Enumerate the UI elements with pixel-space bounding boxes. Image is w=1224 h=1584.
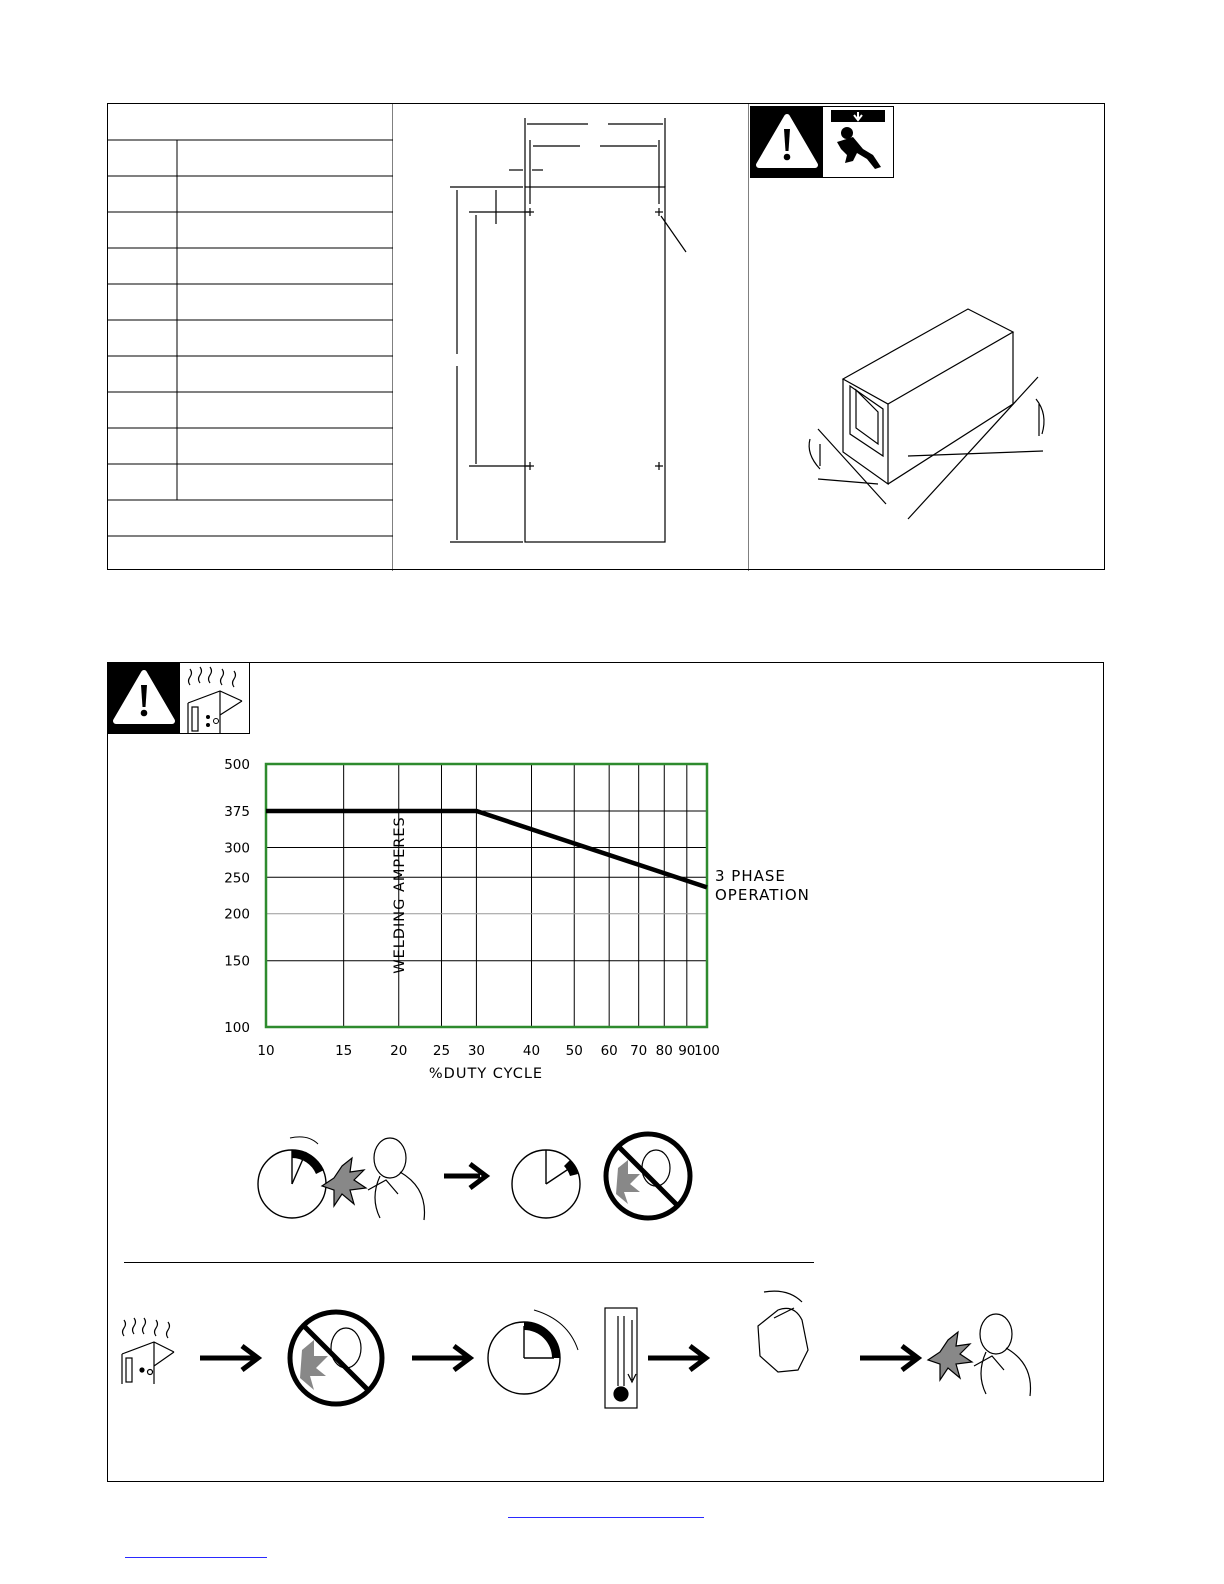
y-tick-label: 500 — [224, 757, 250, 773]
x-tick-label: 10 — [257, 1043, 275, 1059]
warning-header-falling — [750, 106, 894, 178]
duty-cycle-chart — [190, 750, 830, 1090]
reset-hand-icon — [758, 1291, 808, 1372]
clock-icon — [258, 1137, 328, 1218]
exclamation-warning-icon — [108, 663, 180, 733]
arrow-icon — [200, 1346, 258, 1370]
dimensions-table — [108, 104, 393, 571]
falling-equipment-icon — [823, 107, 893, 177]
y-tick-label: 150 — [224, 953, 250, 970]
x-tick-label: 15 — [335, 1043, 353, 1059]
x-tick-label: 70 — [630, 1043, 648, 1059]
y-tick-label: 100 — [224, 1020, 250, 1036]
overheating-icon — [122, 1318, 174, 1384]
welder-icon — [322, 1138, 425, 1220]
arrow-icon — [648, 1346, 706, 1370]
y-tick-label: 375 — [224, 804, 250, 821]
series-label-line1: 3 PHASE — [715, 867, 786, 885]
x-tick-label: 80 — [655, 1043, 673, 1059]
y-tick-labels — [224, 757, 250, 1036]
footer-link-underline-2[interactable] — [125, 1557, 267, 1558]
overheating-icon — [180, 663, 250, 733]
chart-series — [266, 811, 707, 887]
clock-icon — [512, 1150, 580, 1218]
exclamation-warning-icon — [751, 107, 823, 177]
duty-cycle-illustration — [250, 1128, 700, 1228]
x-tick-label: 50 — [565, 1043, 583, 1059]
overheat-recovery-illustration — [118, 1290, 1038, 1420]
top-section — [107, 103, 1105, 570]
arrow-icon — [412, 1346, 470, 1370]
warning-header-overheat — [107, 662, 250, 734]
x-tick-label: 20 — [390, 1043, 408, 1059]
x-tick-label: 30 — [467, 1043, 486, 1059]
y-tick-label: 200 — [224, 906, 250, 923]
series-label-line2: OPERATION — [715, 886, 810, 904]
x-tick-label: 25 — [432, 1043, 451, 1059]
x-axis-label: %DUTY CYCLE — [428, 1066, 544, 1082]
x-tick-label: 90 — [678, 1043, 696, 1059]
section-divider — [124, 1262, 814, 1263]
footer-link-underline[interactable] — [508, 1517, 704, 1518]
x-tick-labels — [257, 1043, 719, 1059]
y-tick-label: 300 — [224, 840, 250, 857]
x-tick-label: 60 — [600, 1043, 618, 1059]
machine-tilt-drawing — [798, 304, 1068, 529]
clock-icon — [488, 1310, 578, 1394]
plot-area-border — [266, 764, 707, 1027]
x-tick-label: 40 — [522, 1043, 541, 1059]
series-line — [266, 811, 707, 887]
y-axis-label: WELDING AMPERES — [392, 816, 408, 974]
arrow-icon — [444, 1164, 486, 1188]
chart-grid — [266, 764, 707, 1027]
x-tick-label: 100 — [694, 1043, 720, 1059]
welder-icon — [928, 1314, 1031, 1396]
no-welding-icon — [290, 1312, 382, 1404]
dimension-drawing — [393, 104, 749, 571]
thermometer-icon — [605, 1308, 637, 1408]
arrow-icon — [860, 1346, 918, 1370]
y-tick-label: 250 — [224, 870, 250, 887]
no-welding-icon — [606, 1134, 690, 1218]
